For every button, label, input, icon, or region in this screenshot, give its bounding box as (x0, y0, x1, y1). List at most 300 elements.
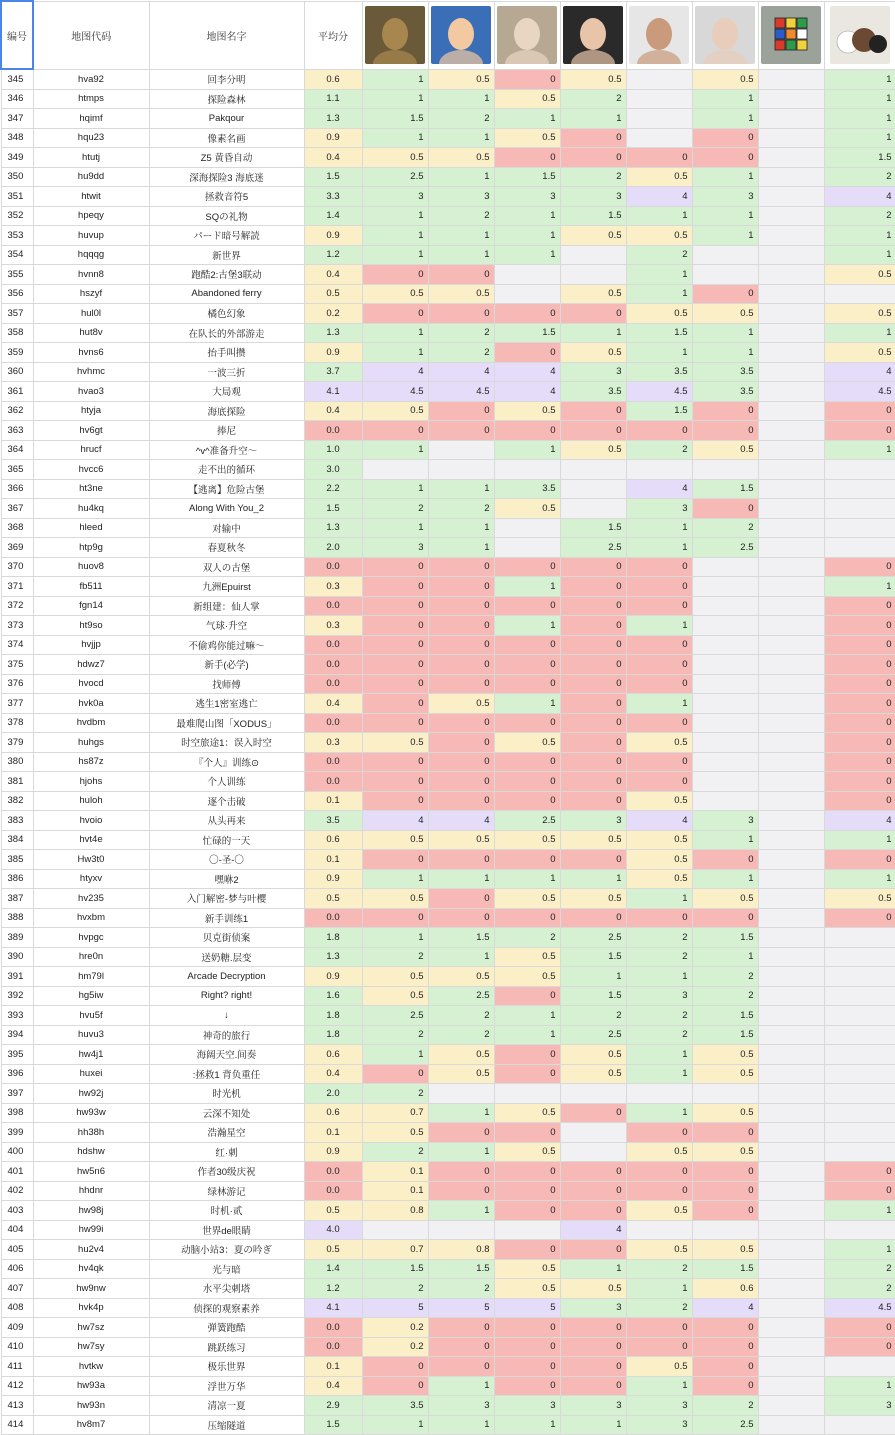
average-score-cell[interactable]: 0.5 (304, 284, 362, 304)
score-cell-player-5[interactable]: 0.5 (626, 226, 692, 246)
score-cell-player-3[interactable] (494, 538, 560, 558)
score-cell-player-4[interactable]: 0 (560, 577, 626, 597)
score-cell-player-6[interactable]: 0.5 (692, 69, 758, 89)
score-cell-player-5[interactable]: 0 (626, 557, 692, 577)
score-cell-player-7[interactable] (758, 1396, 824, 1416)
score-cell-player-4[interactable]: 0 (560, 1240, 626, 1260)
score-cell-player-1[interactable]: 1 (362, 343, 428, 363)
score-cell-player-2[interactable]: 4 (428, 362, 494, 382)
average-score-cell[interactable]: 2.0 (304, 538, 362, 558)
average-score-cell[interactable]: 0.1 (304, 791, 362, 811)
score-cell-player-6[interactable]: 1 (692, 167, 758, 187)
score-cell-player-4[interactable]: 0 (560, 1201, 626, 1221)
average-score-cell[interactable]: 0.9 (304, 967, 362, 987)
map-code-cell[interactable]: ht3ne (33, 479, 149, 499)
map-name-cell[interactable]: 新组建：仙人掌 (149, 596, 304, 616)
score-cell-player-7[interactable] (758, 499, 824, 519)
score-cell-player-5[interactable]: 3 (626, 986, 692, 1006)
score-cell-player-2[interactable]: 1 (428, 1415, 494, 1435)
score-cell-player-6[interactable]: 0 (692, 908, 758, 928)
row-id-cell[interactable]: 383 (1, 811, 33, 831)
map-name-cell[interactable]: 逐个击破 (149, 791, 304, 811)
score-cell-player-4[interactable]: 1 (560, 967, 626, 987)
map-code-cell[interactable]: hw92j (33, 1084, 149, 1104)
score-cell-player-5[interactable]: 1 (626, 284, 692, 304)
score-cell-player-8[interactable] (824, 479, 895, 499)
average-score-cell[interactable]: 0.0 (304, 635, 362, 655)
score-cell-player-3[interactable] (494, 1220, 560, 1240)
score-cell-player-6[interactable]: 0.5 (692, 1240, 758, 1260)
score-cell-player-5[interactable]: 0.5 (626, 850, 692, 870)
score-cell-player-8[interactable]: 0 (824, 635, 895, 655)
score-cell-player-6[interactable]: 1.5 (692, 1025, 758, 1045)
row-id-cell[interactable]: 358 (1, 323, 33, 343)
score-cell-player-4[interactable]: 1 (560, 869, 626, 889)
map-code-cell[interactable]: hvao3 (33, 382, 149, 402)
score-cell-player-8[interactable]: 0 (824, 772, 895, 792)
score-cell-player-5[interactable]: 1 (626, 265, 692, 285)
row-id-cell[interactable]: 406 (1, 1259, 33, 1279)
score-cell-player-2[interactable] (428, 1084, 494, 1104)
map-name-cell[interactable]: 从头再来 (149, 811, 304, 831)
score-cell-player-1[interactable]: 0.5 (362, 889, 428, 909)
map-name-cell[interactable]: 九洲Epuirst (149, 577, 304, 597)
map-name-cell[interactable]: 绿林游记 (149, 1181, 304, 1201)
score-cell-player-2[interactable]: 0 (428, 713, 494, 733)
row-id-cell[interactable]: 395 (1, 1045, 33, 1065)
average-score-cell[interactable]: 1.8 (304, 928, 362, 948)
row-id-cell[interactable]: 397 (1, 1084, 33, 1104)
score-cell-player-1[interactable]: 0 (362, 674, 428, 694)
score-cell-player-5[interactable]: 0 (626, 752, 692, 772)
map-code-cell[interactable]: hvhmc (33, 362, 149, 382)
score-cell-player-5[interactable]: 0.5 (626, 1142, 692, 1162)
average-score-cell[interactable]: 3.7 (304, 362, 362, 382)
score-cell-player-8[interactable]: 0 (824, 655, 895, 675)
score-cell-player-3[interactable]: 0.5 (494, 1279, 560, 1299)
row-id-cell[interactable]: 390 (1, 947, 33, 967)
score-cell-player-4[interactable] (560, 245, 626, 265)
map-code-cell[interactable]: hvcc6 (33, 460, 149, 480)
score-cell-player-7[interactable] (758, 947, 824, 967)
map-code-cell[interactable]: hs87z (33, 752, 149, 772)
average-score-cell[interactable]: 4.0 (304, 1220, 362, 1240)
map-name-cell[interactable]: 侦探的观察素养 (149, 1298, 304, 1318)
score-cell-player-8[interactable]: 0 (824, 421, 895, 441)
average-score-cell[interactable]: 0.0 (304, 421, 362, 441)
score-cell-player-2[interactable] (428, 460, 494, 480)
score-cell-player-5[interactable]: 4 (626, 187, 692, 207)
score-cell-player-7[interactable] (758, 1357, 824, 1377)
score-cell-player-6[interactable]: 0 (692, 1201, 758, 1221)
score-cell-player-7[interactable] (758, 460, 824, 480)
score-cell-player-7[interactable] (758, 1298, 824, 1318)
score-cell-player-6[interactable]: 0.6 (692, 1279, 758, 1299)
header-avg[interactable]: 平均分 (304, 1, 362, 69)
score-cell-player-5[interactable]: 1 (626, 538, 692, 558)
score-cell-player-8[interactable]: 0 (824, 674, 895, 694)
score-cell-player-2[interactable]: 0 (428, 733, 494, 753)
map-code-cell[interactable]: hvtkw (33, 1357, 149, 1377)
score-cell-player-2[interactable] (428, 1220, 494, 1240)
score-cell-player-7[interactable] (758, 245, 824, 265)
score-cell-player-3[interactable]: 1 (494, 577, 560, 597)
score-cell-player-2[interactable]: 0.5 (428, 148, 494, 168)
score-cell-player-3[interactable]: 0 (494, 69, 560, 89)
row-id-cell[interactable]: 403 (1, 1201, 33, 1221)
score-cell-player-7[interactable] (758, 1103, 824, 1123)
score-cell-player-8[interactable]: 2 (824, 206, 895, 226)
average-score-cell[interactable]: 1.5 (304, 1415, 362, 1435)
map-code-cell[interactable]: hdshw (33, 1142, 149, 1162)
score-cell-player-8[interactable] (824, 1123, 895, 1143)
score-cell-player-1[interactable]: 2 (362, 1025, 428, 1045)
score-cell-player-4[interactable]: 0 (560, 1357, 626, 1377)
score-cell-player-4[interactable]: 0 (560, 908, 626, 928)
score-cell-player-2[interactable]: 0.8 (428, 1240, 494, 1260)
score-cell-player-7[interactable] (758, 1142, 824, 1162)
score-cell-player-6[interactable]: 0.5 (692, 440, 758, 460)
map-code-cell[interactable]: hqu23 (33, 128, 149, 148)
score-cell-player-3[interactable] (494, 284, 560, 304)
header-player-2[interactable] (428, 1, 494, 69)
average-score-cell[interactable]: 1.8 (304, 1006, 362, 1026)
score-cell-player-2[interactable]: 1 (428, 947, 494, 967)
map-code-cell[interactable]: hg5iw (33, 986, 149, 1006)
row-id-cell[interactable]: 382 (1, 791, 33, 811)
score-cell-player-7[interactable] (758, 518, 824, 538)
score-cell-player-7[interactable] (758, 226, 824, 246)
score-cell-player-5[interactable]: 0.5 (626, 1240, 692, 1260)
map-code-cell[interactable]: hvpgc (33, 928, 149, 948)
score-cell-player-2[interactable]: 4.5 (428, 382, 494, 402)
average-score-cell[interactable]: 0.3 (304, 616, 362, 636)
score-cell-player-7[interactable] (758, 1045, 824, 1065)
score-cell-player-3[interactable]: 5 (494, 1298, 560, 1318)
score-cell-player-7[interactable] (758, 772, 824, 792)
map-name-cell[interactable]: 『个人』训练⊙ (149, 752, 304, 772)
map-name-cell[interactable]: 作者30级庆祝 (149, 1162, 304, 1182)
map-code-cell[interactable]: hw93n (33, 1396, 149, 1416)
average-score-cell[interactable]: 0.0 (304, 713, 362, 733)
score-cell-player-5[interactable]: 0 (626, 674, 692, 694)
header-player-8[interactable] (824, 1, 895, 69)
score-cell-player-7[interactable] (758, 674, 824, 694)
score-cell-player-7[interactable] (758, 830, 824, 850)
score-cell-player-5[interactable]: 0.5 (626, 830, 692, 850)
score-cell-player-5[interactable]: 0.5 (626, 869, 692, 889)
score-cell-player-8[interactable] (824, 1357, 895, 1377)
score-cell-player-6[interactable]: 3 (692, 187, 758, 207)
score-cell-player-6[interactable]: 0 (692, 1181, 758, 1201)
score-cell-player-4[interactable]: 3 (560, 362, 626, 382)
score-cell-player-8[interactable]: 0 (824, 616, 895, 636)
score-cell-player-1[interactable]: 0.1 (362, 1181, 428, 1201)
score-cell-player-8[interactable] (824, 928, 895, 948)
score-cell-player-5[interactable]: 0.5 (626, 167, 692, 187)
average-score-cell[interactable]: 0.3 (304, 733, 362, 753)
score-cell-player-7[interactable] (758, 635, 824, 655)
row-id-cell[interactable]: 379 (1, 733, 33, 753)
row-id-cell[interactable]: 366 (1, 479, 33, 499)
map-name-cell[interactable]: 极乐世界 (149, 1357, 304, 1377)
score-cell-player-3[interactable]: 0 (494, 1162, 560, 1182)
map-code-cell[interactable]: hrucf (33, 440, 149, 460)
row-id-cell[interactable]: 365 (1, 460, 33, 480)
map-name-cell[interactable]: 大局观 (149, 382, 304, 402)
score-cell-player-2[interactable]: 0 (428, 752, 494, 772)
score-cell-player-6[interactable]: 0 (692, 850, 758, 870)
score-cell-player-5[interactable]: 2 (626, 947, 692, 967)
average-score-cell[interactable]: 2.9 (304, 1396, 362, 1416)
score-cell-player-6[interactable]: 1 (692, 206, 758, 226)
score-cell-player-7[interactable] (758, 479, 824, 499)
score-cell-player-2[interactable]: 1 (428, 1376, 494, 1396)
score-cell-player-2[interactable]: 0 (428, 674, 494, 694)
score-cell-player-5[interactable]: 0.5 (626, 304, 692, 324)
average-score-cell[interactable]: 1.5 (304, 499, 362, 519)
score-cell-player-5[interactable]: 2 (626, 1259, 692, 1279)
average-score-cell[interactable]: 0.6 (304, 1045, 362, 1065)
score-cell-player-4[interactable]: 0 (560, 694, 626, 714)
score-cell-player-5[interactable]: 2 (626, 1025, 692, 1045)
header-player-5[interactable] (626, 1, 692, 69)
score-cell-player-3[interactable]: 2 (494, 928, 560, 948)
score-cell-player-1[interactable]: 0 (362, 635, 428, 655)
score-cell-player-4[interactable]: 0 (560, 1162, 626, 1182)
score-cell-player-3[interactable]: 1 (494, 1006, 560, 1026)
score-cell-player-1[interactable]: 1 (362, 1415, 428, 1435)
average-score-cell[interactable]: 1.2 (304, 1279, 362, 1299)
map-code-cell[interactable]: huloh (33, 791, 149, 811)
score-cell-player-7[interactable] (758, 206, 824, 226)
score-cell-player-5[interactable]: 1 (626, 1045, 692, 1065)
score-cell-player-6[interactable]: 0 (692, 284, 758, 304)
score-cell-player-5[interactable]: 1 (626, 1279, 692, 1299)
score-cell-player-1[interactable]: 0 (362, 850, 428, 870)
score-cell-player-3[interactable]: 0 (494, 772, 560, 792)
score-cell-player-6[interactable]: 0 (692, 1337, 758, 1357)
average-score-cell[interactable]: 0.1 (304, 1123, 362, 1143)
score-cell-player-5[interactable]: 1 (626, 694, 692, 714)
score-cell-player-8[interactable]: 0 (824, 557, 895, 577)
map-code-cell[interactable]: hw4j1 (33, 1045, 149, 1065)
average-score-cell[interactable]: 1.3 (304, 518, 362, 538)
score-cell-player-3[interactable]: 0.5 (494, 128, 560, 148)
score-cell-player-2[interactable]: 0 (428, 791, 494, 811)
row-id-cell[interactable]: 404 (1, 1220, 33, 1240)
score-cell-player-4[interactable]: 0 (560, 1337, 626, 1357)
score-cell-player-3[interactable]: 1 (494, 1415, 560, 1435)
score-cell-player-4[interactable]: 0 (560, 148, 626, 168)
score-cell-player-2[interactable]: 3 (428, 1396, 494, 1416)
map-name-cell[interactable]: 入门解密-梦与叶樱 (149, 889, 304, 909)
score-cell-player-8[interactable] (824, 1142, 895, 1162)
score-cell-player-4[interactable]: 0 (560, 616, 626, 636)
score-cell-player-1[interactable]: 2 (362, 947, 428, 967)
score-cell-player-1[interactable]: 0.5 (362, 401, 428, 421)
average-score-cell[interactable]: 1.1 (304, 89, 362, 109)
score-cell-player-6[interactable] (692, 713, 758, 733)
map-code-cell[interactable]: hu9dd (33, 167, 149, 187)
map-name-cell[interactable]: 送奶糖.层变 (149, 947, 304, 967)
average-score-cell[interactable]: 0.0 (304, 1318, 362, 1338)
score-cell-player-3[interactable]: 4 (494, 362, 560, 382)
map-code-cell[interactable]: hw93a (33, 1376, 149, 1396)
score-cell-player-5[interactable]: 0 (626, 1337, 692, 1357)
score-cell-player-8[interactable]: 1.5 (824, 148, 895, 168)
map-name-cell[interactable]: 深海探险3 海底迷 (149, 167, 304, 187)
header-player-3[interactable] (494, 1, 560, 69)
row-id-cell[interactable]: 389 (1, 928, 33, 948)
score-cell-player-6[interactable]: 2 (692, 1396, 758, 1416)
score-cell-player-2[interactable]: 1 (428, 518, 494, 538)
score-cell-player-5[interactable]: 1.5 (626, 401, 692, 421)
score-cell-player-4[interactable]: 0 (560, 128, 626, 148)
score-cell-player-5[interactable] (626, 69, 692, 89)
row-id-cell[interactable]: 412 (1, 1376, 33, 1396)
score-cell-player-7[interactable] (758, 401, 824, 421)
score-cell-player-3[interactable]: 1 (494, 869, 560, 889)
score-cell-player-7[interactable] (758, 323, 824, 343)
score-cell-player-6[interactable] (692, 577, 758, 597)
score-cell-player-1[interactable]: 0 (362, 655, 428, 675)
map-name-cell[interactable]: 水平尖刺塔 (149, 1279, 304, 1299)
score-cell-player-7[interactable] (758, 616, 824, 636)
score-cell-player-3[interactable]: 3.5 (494, 479, 560, 499)
row-id-cell[interactable]: 376 (1, 674, 33, 694)
row-id-cell[interactable]: 361 (1, 382, 33, 402)
score-cell-player-1[interactable]: 0.5 (362, 733, 428, 753)
score-cell-player-6[interactable]: 1.5 (692, 1259, 758, 1279)
score-cell-player-2[interactable]: 2 (428, 1279, 494, 1299)
score-cell-player-8[interactable] (824, 986, 895, 1006)
score-cell-player-1[interactable]: 1 (362, 518, 428, 538)
score-cell-player-4[interactable]: 0.5 (560, 440, 626, 460)
score-cell-player-6[interactable]: 1 (692, 89, 758, 109)
score-cell-player-1[interactable]: 0.7 (362, 1103, 428, 1123)
score-cell-player-2[interactable]: 0 (428, 635, 494, 655)
score-cell-player-2[interactable]: 0 (428, 1357, 494, 1377)
score-cell-player-4[interactable] (560, 460, 626, 480)
score-cell-player-3[interactable]: 0.5 (494, 947, 560, 967)
score-cell-player-1[interactable]: 3 (362, 187, 428, 207)
score-cell-player-4[interactable]: 0 (560, 635, 626, 655)
score-cell-player-3[interactable]: 1 (494, 616, 560, 636)
score-cell-player-2[interactable]: 2.5 (428, 986, 494, 1006)
score-cell-player-4[interactable]: 2.5 (560, 928, 626, 948)
score-cell-player-1[interactable]: 0.5 (362, 830, 428, 850)
row-id-cell[interactable]: 360 (1, 362, 33, 382)
row-id-cell[interactable]: 351 (1, 187, 33, 207)
score-cell-player-3[interactable]: 1 (494, 245, 560, 265)
map-code-cell[interactable]: hh38h (33, 1123, 149, 1143)
map-name-cell[interactable]: Along With You_2 (149, 499, 304, 519)
score-cell-player-2[interactable]: 2 (428, 1025, 494, 1045)
average-score-cell[interactable]: 0.5 (304, 1240, 362, 1260)
map-code-cell[interactable]: hqimf (33, 109, 149, 129)
score-cell-player-1[interactable]: 0 (362, 772, 428, 792)
score-cell-player-1[interactable]: 4 (362, 811, 428, 831)
map-code-cell[interactable]: huvu3 (33, 1025, 149, 1045)
score-cell-player-6[interactable] (692, 596, 758, 616)
score-cell-player-3[interactable]: 0 (494, 557, 560, 577)
score-cell-player-4[interactable] (560, 479, 626, 499)
map-name-cell[interactable]: Pakqour (149, 109, 304, 129)
average-score-cell[interactable]: 0.4 (304, 694, 362, 714)
score-cell-player-4[interactable]: 1.5 (560, 206, 626, 226)
average-score-cell[interactable]: 1.8 (304, 1025, 362, 1045)
score-cell-player-1[interactable]: 2 (362, 1084, 428, 1104)
map-name-cell[interactable]: 捧尼 (149, 421, 304, 441)
score-cell-player-7[interactable] (758, 889, 824, 909)
score-cell-player-6[interactable] (692, 1084, 758, 1104)
score-cell-player-4[interactable]: 4 (560, 1220, 626, 1240)
map-code-cell[interactable]: Hw3t0 (33, 850, 149, 870)
score-cell-player-5[interactable] (626, 1220, 692, 1240)
map-name-cell[interactable]: 跑酷2:古堡3联动 (149, 265, 304, 285)
score-cell-player-3[interactable]: 0 (494, 596, 560, 616)
average-score-cell[interactable]: 0.4 (304, 401, 362, 421)
score-cell-player-1[interactable]: 0.5 (362, 1123, 428, 1143)
score-cell-player-6[interactable] (692, 674, 758, 694)
score-cell-player-7[interactable] (758, 1162, 824, 1182)
score-cell-player-1[interactable]: 0 (362, 304, 428, 324)
map-code-cell[interactable]: hvjjp (33, 635, 149, 655)
score-cell-player-7[interactable] (758, 69, 824, 89)
row-id-cell[interactable]: 388 (1, 908, 33, 928)
score-cell-player-8[interactable]: 1 (824, 830, 895, 850)
map-code-cell[interactable]: hleed (33, 518, 149, 538)
score-cell-player-2[interactable]: 0.5 (428, 1064, 494, 1084)
map-name-cell[interactable]: 找师傅 (149, 674, 304, 694)
row-id-cell[interactable]: 381 (1, 772, 33, 792)
score-cell-player-4[interactable]: 1.5 (560, 518, 626, 538)
score-cell-player-6[interactable]: 0 (692, 1318, 758, 1338)
map-name-cell[interactable]: Arcade Decryption (149, 967, 304, 987)
score-cell-player-2[interactable]: 0 (428, 850, 494, 870)
score-cell-player-6[interactable]: 3.5 (692, 362, 758, 382)
score-cell-player-7[interactable] (758, 1220, 824, 1240)
score-cell-player-5[interactable]: 3 (626, 499, 692, 519)
score-cell-player-5[interactable]: 0 (626, 148, 692, 168)
average-score-cell[interactable]: 1.3 (304, 947, 362, 967)
score-cell-player-2[interactable]: 1 (428, 538, 494, 558)
map-name-cell[interactable]: 海底探险 (149, 401, 304, 421)
map-code-cell[interactable]: hw99i (33, 1220, 149, 1240)
map-name-cell[interactable]: 光与暗 (149, 1259, 304, 1279)
score-cell-player-6[interactable]: 1.5 (692, 928, 758, 948)
score-cell-player-8[interactable]: 1 (824, 1201, 895, 1221)
average-score-cell[interactable]: 0.4 (304, 265, 362, 285)
score-cell-player-7[interactable] (758, 655, 824, 675)
score-cell-player-3[interactable]: 0 (494, 1123, 560, 1143)
score-cell-player-5[interactable]: 1 (626, 206, 692, 226)
score-cell-player-3[interactable]: 0.5 (494, 499, 560, 519)
score-cell-player-6[interactable] (692, 694, 758, 714)
header-player-6[interactable] (692, 1, 758, 69)
score-cell-player-2[interactable]: 0 (428, 772, 494, 792)
map-code-cell[interactable]: htyxv (33, 869, 149, 889)
score-cell-player-7[interactable] (758, 1279, 824, 1299)
score-cell-player-1[interactable]: 1 (362, 128, 428, 148)
map-name-cell[interactable]: 世界de眼睛 (149, 1220, 304, 1240)
score-cell-player-1[interactable]: 4.5 (362, 382, 428, 402)
score-cell-player-5[interactable]: 1 (626, 1064, 692, 1084)
row-id-cell[interactable]: 384 (1, 830, 33, 850)
score-cell-player-7[interactable] (758, 1318, 824, 1338)
score-cell-player-7[interactable] (758, 557, 824, 577)
